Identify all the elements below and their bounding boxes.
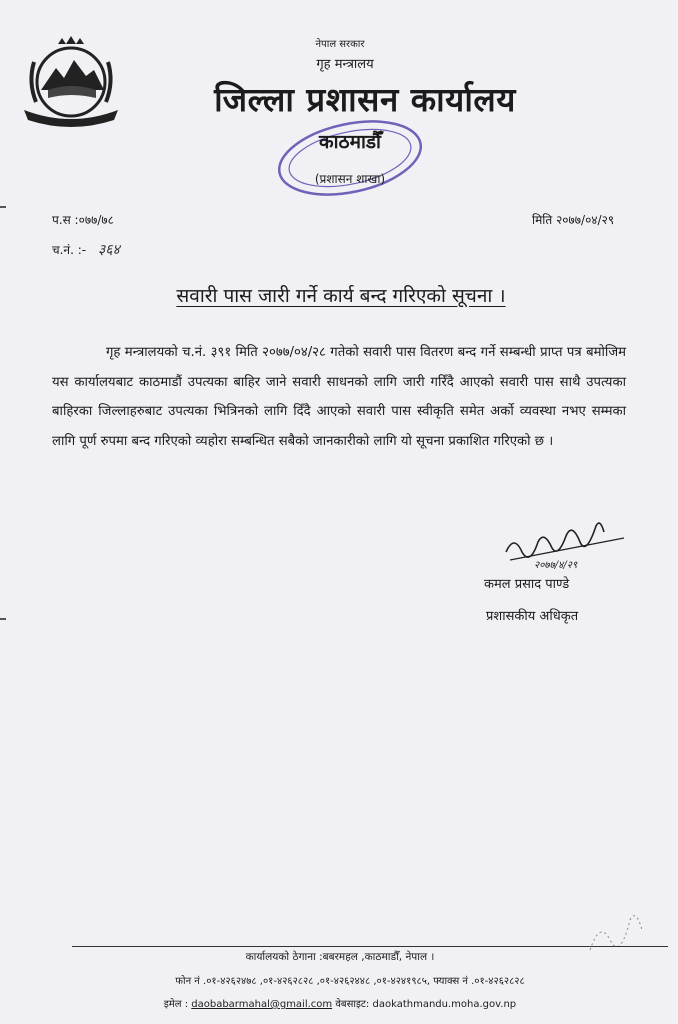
signature-date: २०७७/४/२९ <box>534 560 578 571</box>
section-label: (प्रशासन शाखा) <box>314 172 386 186</box>
scan-edge-mark <box>0 618 6 620</box>
email-link[interactable]: daobabarmahal@gmail.com <box>191 999 333 1010</box>
website-label: वेबसाइट: <box>335 999 370 1010</box>
city-label: काठमाडौँ <box>319 131 381 153</box>
date-value: २०७७/०४/२९ <box>556 213 615 227</box>
ref-cn <box>52 240 120 259</box>
date-label: मिति <box>532 213 553 227</box>
footer-divider <box>72 946 668 947</box>
nepal-emblem-icon <box>18 32 124 130</box>
cn-label: च.नं. :- <box>52 243 87 257</box>
government-label: नेपाल सरकार <box>315 39 365 50</box>
signer-name: कमल प्रसाद पाण्डे <box>484 577 570 592</box>
signature-image <box>500 512 630 572</box>
scan-edge-mark <box>0 206 6 208</box>
ps-value: ०७७/७८ <box>78 213 114 227</box>
office-title: जिल्ला प्रशासन कार्यालय <box>214 80 516 119</box>
footer-phones: फोन नं .०१-४२६२४७८ ,०१-४२६२८२८ ,०१-४२६२४४८ ,०१-४२४१९८५, फ्याक्स नं .०१-४२६२८२८ <box>175 976 525 987</box>
email-label: इमेल : <box>163 999 189 1010</box>
footer-address: कार्यालयको ठेगाना :बबरमहल ,काठमाडौँ, नेपाल । <box>245 951 435 963</box>
website-link[interactable]: daokathmandu.moha.gov.np <box>372 999 517 1010</box>
ref-ps <box>52 211 114 228</box>
ps-label: प.स : <box>52 213 79 227</box>
cn-value: ३६४ <box>97 242 120 258</box>
notice-title: सवारी पास जारी गर्ने कार्य बन्द गरिएको सूचना । <box>176 285 506 307</box>
ministry-label: गृह मन्त्रालय <box>316 57 374 72</box>
notice-body: गृह मन्त्रालयको च.नं. ३९१ मिति २०७७/०४/२८ गतेको सवारी पास वितरण बन्द गर्ने सम्बन्धी प्राप्त पत्र बमोजिम यस कार्यालयबाट काठमाडौं उपत्यका बाहिर जाने सवारी साधनको लागि जारी गरिँदै आएको सवारी पास साथै उपत्यका बाहिरका जिल्लाहरुबाट उपत्यका भित्रिनको लागि दिँदै आएको सवारी पास स्वीकृति समेत अर्को व्यवस्था नभए सम्मका लागि पूर्ण रुपमा बन्द गरिएको व्यहोरा सम्बन्धित सबैको जानकारीको लागि यो सूचना प्रकाशित गरिएको छ । <box>52 345 626 449</box>
signer-title: प्रशासकीय अधिकृत <box>486 609 579 624</box>
ref-date <box>532 211 614 228</box>
footer-contact <box>40 996 640 1010</box>
